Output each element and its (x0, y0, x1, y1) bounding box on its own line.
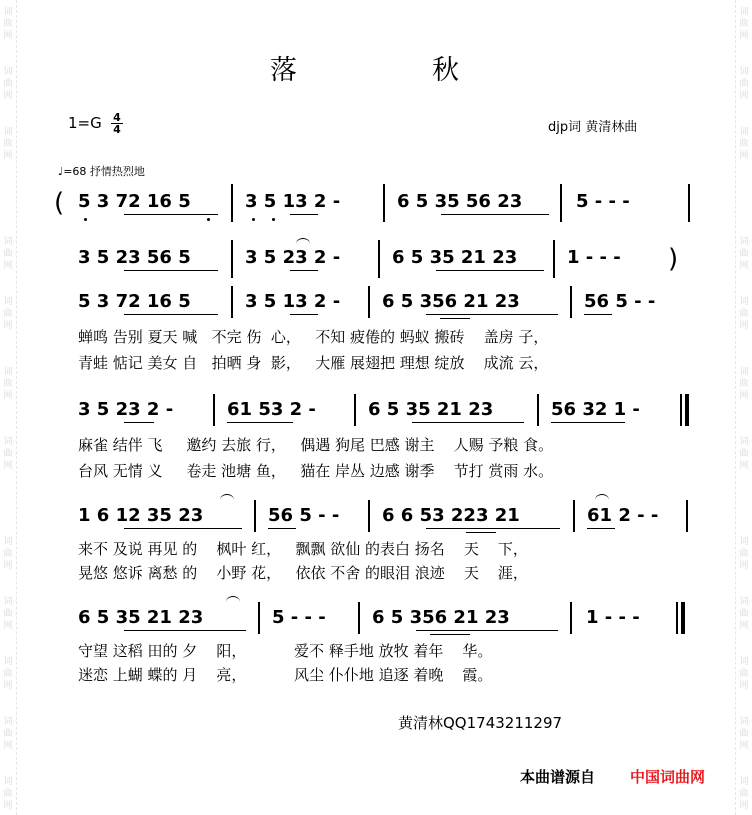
tie-arc (226, 596, 240, 602)
low-octave-dot (207, 218, 210, 221)
eighth-beam (441, 214, 549, 215)
watermark: 词 曲 网 (739, 437, 749, 471)
close-parenthesis: ) (668, 244, 679, 274)
bar-line (560, 184, 562, 222)
source-label: 本曲谱源自 (520, 768, 596, 786)
measure: 3 5 13 2 - (245, 191, 341, 212)
eighth-beam (587, 528, 615, 529)
bar-line (573, 500, 575, 532)
score-line-4 (0, 394, 752, 494)
bar-line (231, 184, 233, 222)
measure: 6 5 356 21 23 (382, 291, 520, 312)
measure: 6 5 35 21 23 (392, 247, 518, 268)
watermark: 词 曲 网 (3, 67, 13, 101)
score-line-3 (0, 286, 752, 386)
eighth-beam (124, 214, 218, 215)
eighth-beam (426, 314, 558, 315)
bar-line (231, 240, 233, 278)
watermark: 词 曲 网 (739, 657, 749, 691)
measure: 1 - - - (567, 247, 621, 268)
low-octave-dot (272, 218, 275, 221)
eighth-beam (290, 270, 318, 271)
open-parenthesis: ( (54, 188, 65, 218)
watermark: 词 曲 网 (739, 67, 749, 101)
tie-arc (595, 494, 609, 500)
lyrics-verse-2: 台风 无情 义 卷走 池塘 鱼， 猫在 岸丛 边感 谢季 节打 赏雨 水。 (78, 462, 554, 480)
measure: 6 5 35 21 23 (368, 399, 494, 420)
bar-line (378, 240, 380, 278)
lyrics-verse-2: 晃悠 悠诉 离愁 的 小野 花， 依依 不舍 的眼泪 浪迹 天 涯， (78, 564, 528, 582)
lyrics-verse-1: 蝉鸣 告别 夏天 喊 不完 伤 心， 不知 疲倦的 蚂蚁 搬砖 盖房 子， (78, 328, 549, 346)
sixteenth-beam (440, 318, 470, 319)
source-site-link[interactable]: 中国词曲网 (630, 768, 706, 786)
eighth-beam (436, 270, 544, 271)
lyrics-verse-2: 青蛙 惦记 美女 自 拍晒 身 影， 大雁 展翅把 理想 绽放 成流 云， (78, 354, 549, 372)
bar-line (570, 602, 572, 634)
watermark: 词 曲 网 (739, 717, 749, 751)
bar-line (254, 500, 256, 532)
credits: djp词 黄清林曲 (548, 120, 638, 135)
eighth-beam (124, 270, 218, 271)
measure: 56 32 1 - (551, 399, 640, 420)
tie-arc (296, 238, 310, 244)
watermark: 词 曲 网 (3, 437, 13, 471)
measure: 61 53 2 - (227, 399, 316, 420)
eighth-beam (268, 528, 296, 529)
measure: 56 5 - - (268, 505, 340, 526)
measure: 6 5 35 56 23 (397, 191, 523, 212)
bar-line (553, 240, 555, 278)
eighth-beam (290, 214, 318, 215)
measure: 3 5 23 2 - (245, 247, 341, 268)
measure: 5 - - - (272, 607, 326, 628)
bar-line (383, 184, 385, 222)
tie-arc (220, 494, 234, 500)
key-signature: 1=G (68, 114, 102, 132)
measure: 56 5 - - (584, 291, 656, 312)
score-line-6 (0, 602, 752, 698)
watermark: 词 曲 网 (3, 597, 13, 631)
watermark: 词 曲 网 (3, 297, 13, 331)
watermark: 词 曲 网 (739, 7, 749, 41)
tempo-marking: ♩=68 抒情热烈地 (58, 165, 145, 178)
measure: 1 - - - (586, 607, 640, 628)
watermark: 词 曲 网 (739, 367, 749, 401)
score-line-5 (0, 500, 752, 598)
measure: 1 6 12 35 23 (78, 505, 204, 526)
sixteenth-beam (430, 634, 470, 635)
watermark: 词 曲 网 (739, 237, 749, 271)
eighth-beam (416, 630, 558, 631)
measure: 5 - - - (576, 191, 630, 212)
measure: 5 3 72 16 5 (78, 191, 191, 212)
bar-line (213, 394, 215, 426)
eighth-beam (124, 422, 154, 423)
repeat-bar-line (680, 394, 682, 426)
measure: 5 3 72 16 5 (78, 291, 191, 312)
bar-line (258, 602, 260, 634)
watermark: 词 曲 网 (3, 7, 13, 41)
time-signature (111, 112, 123, 135)
bar-line (368, 286, 370, 318)
watermark: 词 曲 网 (739, 537, 749, 571)
watermark: 词 曲 网 (3, 537, 13, 571)
bar-line (570, 286, 572, 318)
watermark: 词 曲 网 (3, 717, 13, 751)
watermark: 词 曲 网 (739, 127, 749, 161)
eighth-beam (124, 630, 246, 631)
bar-line (354, 394, 356, 426)
measure: 3 5 23 2 - (78, 399, 174, 420)
measure: 3 5 23 56 5 (78, 247, 191, 268)
time-signature-top: 4 (111, 112, 123, 124)
watermark: 词 曲 网 (3, 367, 13, 401)
eighth-beam (227, 422, 293, 423)
bar-line (686, 500, 688, 532)
measure: 61 2 - - (587, 505, 659, 526)
eighth-beam (124, 314, 218, 315)
bar-line (368, 500, 370, 532)
end-bar-line (676, 602, 678, 634)
end-bar-line-thick (681, 602, 685, 634)
composer-signature: 黄清林QQ1743211297 (398, 714, 563, 732)
watermark: 词 曲 网 (739, 297, 749, 331)
measure: 3 5 13 2 - (245, 291, 341, 312)
score-line-2 (0, 238, 752, 278)
bar-line (537, 394, 539, 426)
low-octave-dot (84, 218, 87, 221)
bar-line (358, 602, 360, 634)
watermark: 词 曲 网 (739, 597, 749, 631)
time-signature-bottom: 4 (113, 123, 121, 136)
song-title-part2: 秋 (432, 55, 461, 86)
lyrics-verse-1: 守望 这稻 田的 夕 阳， 爱不 释手地 放牧 着年 华。 (78, 642, 493, 660)
lyrics-verse-1: 麻雀 结伴 飞 邀约 去旅 行， 偶遇 狗尾 巴感 谢主 人赐 予粮 食。 (78, 436, 554, 454)
eighth-beam (551, 422, 625, 423)
song-title-part1: 落 (270, 55, 299, 86)
watermark: 词 曲 网 (3, 657, 13, 691)
eighth-beam (290, 314, 318, 315)
bar-line (688, 184, 690, 222)
score-line-1 (0, 182, 752, 222)
eighth-beam (412, 422, 524, 423)
measure: 6 6 53 223 21 (382, 505, 520, 526)
measure: 6 5 35 21 23 (78, 607, 204, 628)
measure: 6 5 356 21 23 (372, 607, 510, 628)
repeat-bar-line-thick (685, 394, 689, 426)
lyrics-verse-2: 迷恋 上蝴 蝶的 月 亮， 风尘 仆仆地 追逐 着晚 霞。 (78, 666, 493, 684)
lyrics-verse-1: 来不 及说 再见 的 枫叶 红， 飘飘 欲仙 的表白 扬名 天 下， (78, 540, 528, 558)
eighth-beam (124, 528, 242, 529)
bar-line (231, 286, 233, 318)
watermark: 词 曲 网 (3, 237, 13, 271)
eighth-beam (584, 314, 612, 315)
watermark: 词 曲 网 (739, 777, 749, 811)
low-octave-dot (252, 218, 255, 221)
watermark: 词 曲 网 (3, 127, 13, 161)
eighth-beam (426, 528, 560, 529)
sixteenth-beam (466, 532, 496, 533)
watermark: 词 曲 网 (3, 777, 13, 811)
